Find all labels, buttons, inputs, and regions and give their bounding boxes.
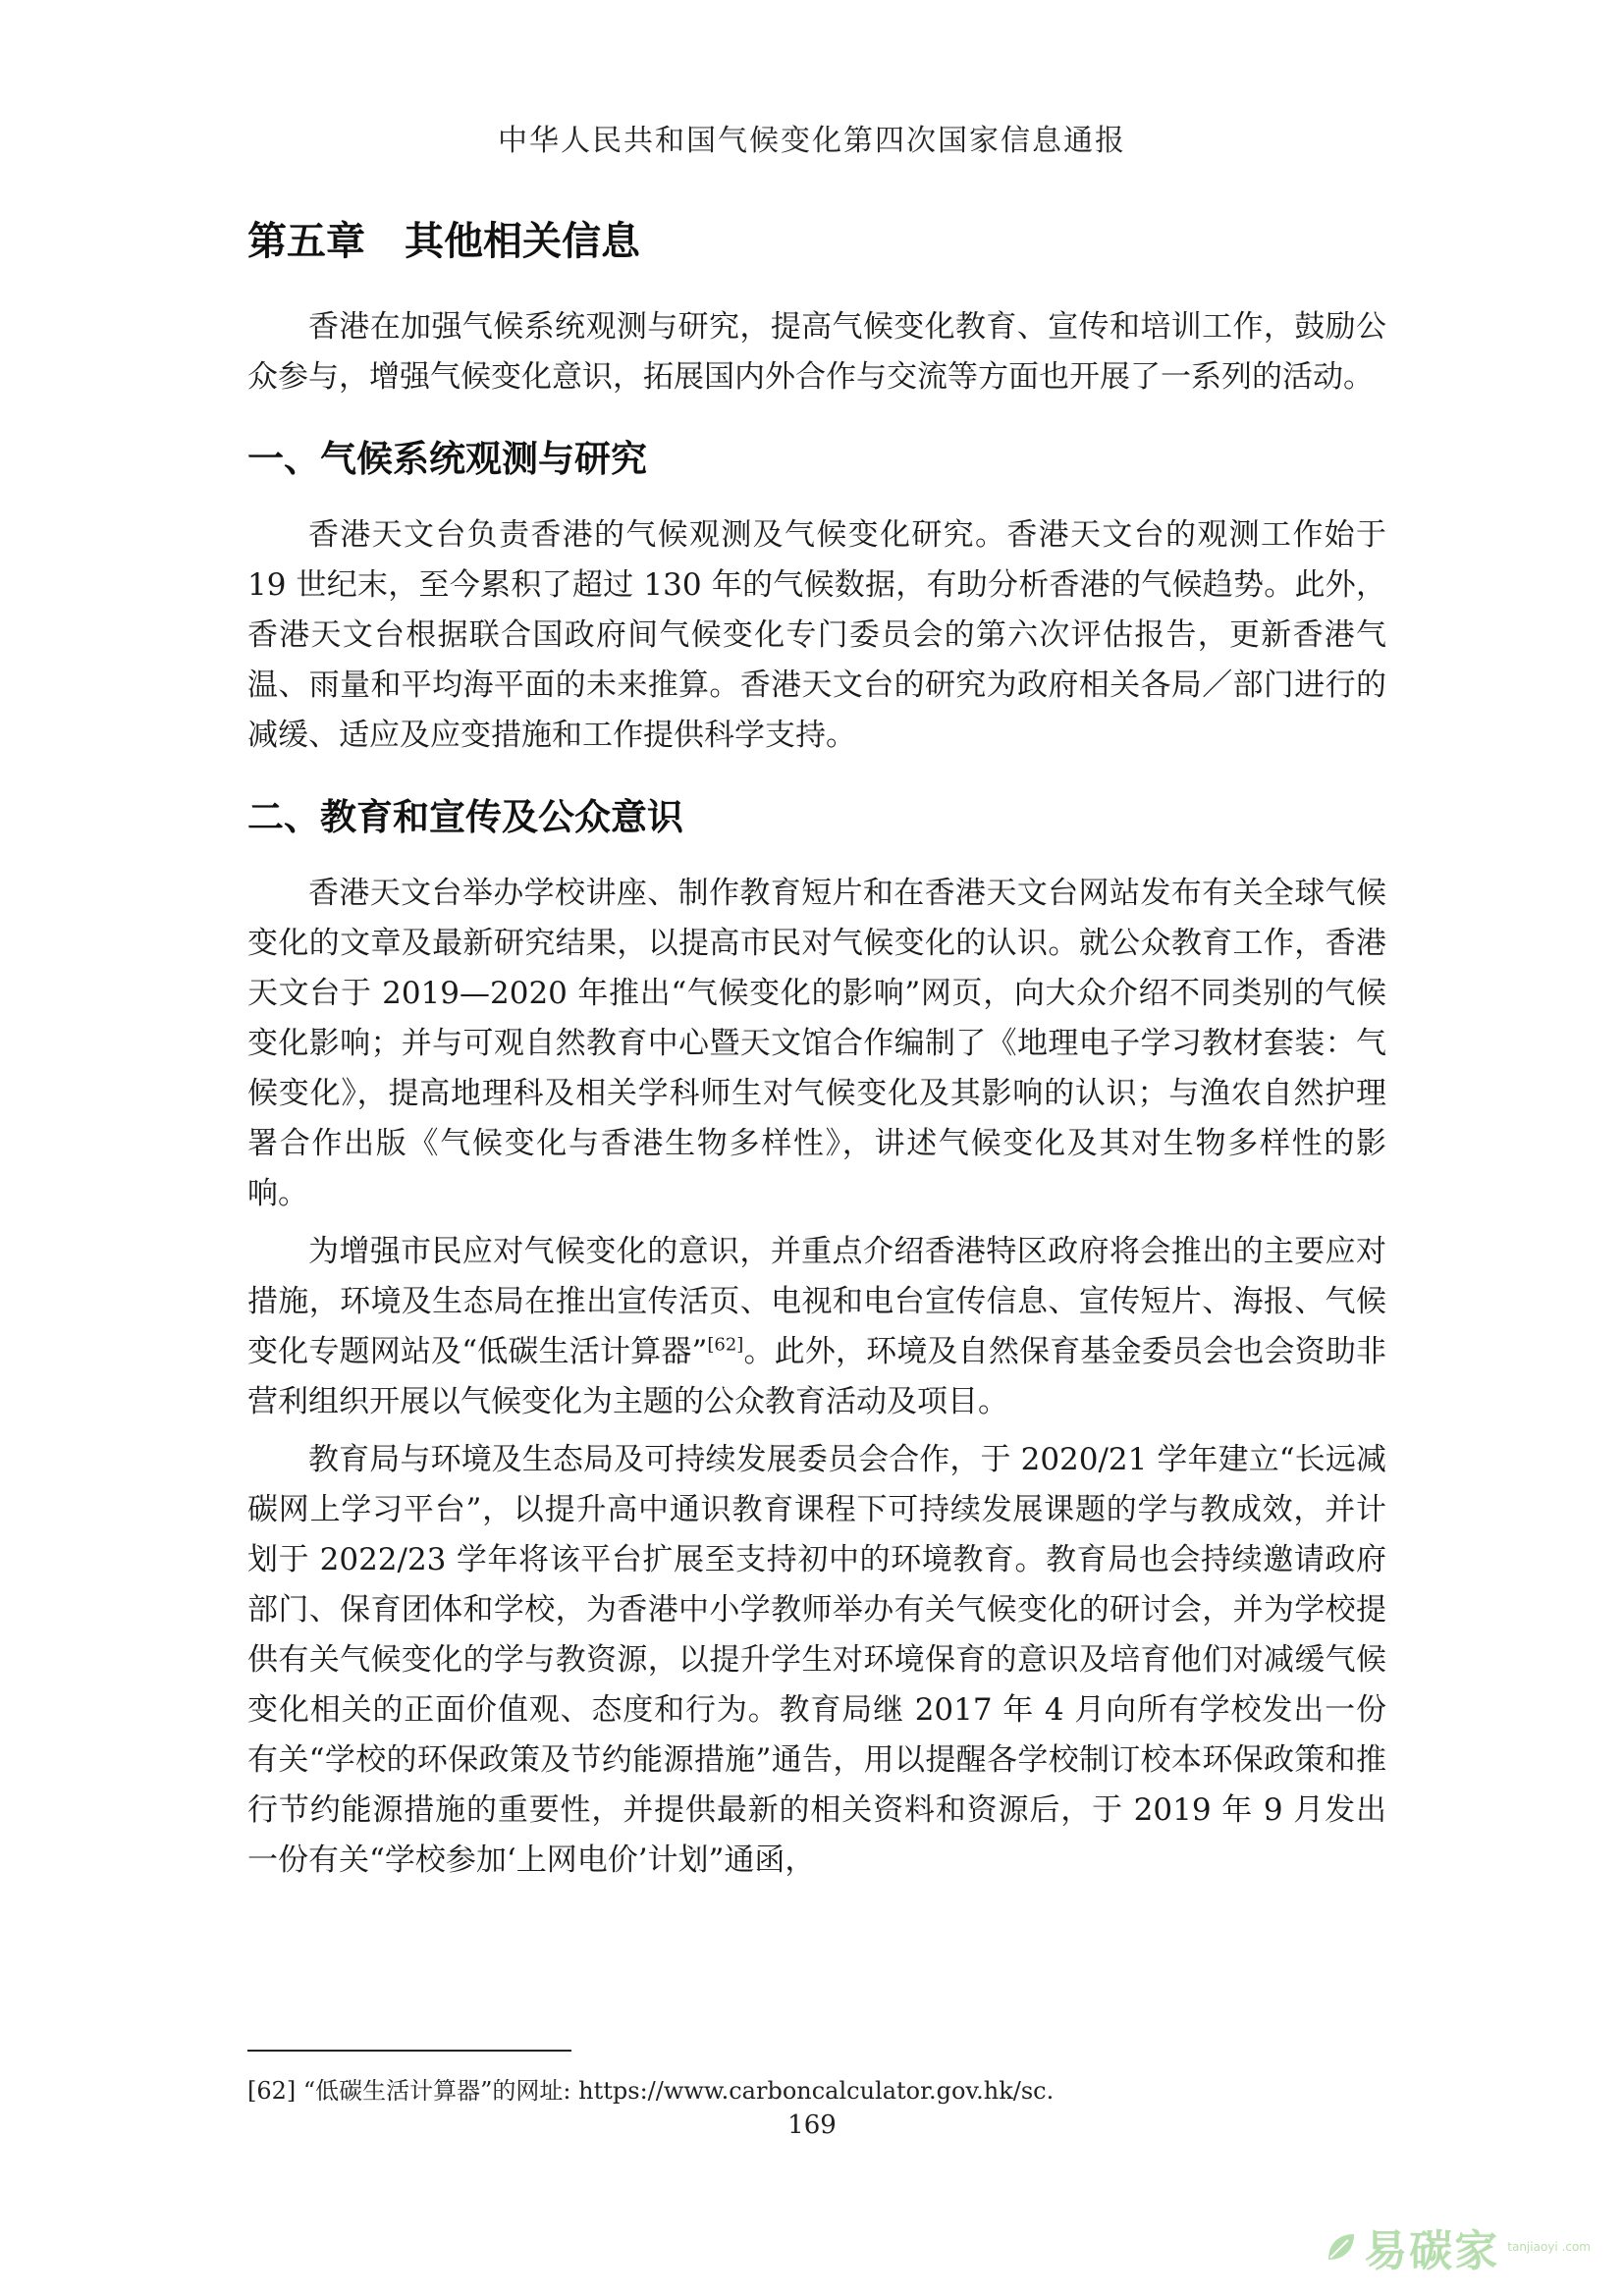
paragraph-text: 为增强市民应对气候变化的意识，并重点介绍香港特区政府将会推出的主要应对措施，环境及生态局在推出宣传活页、电视和电台宣传信息、宣传短片、海报、气候变化专题网站及“低碳生活计算器” bbox=[247, 1234, 1386, 1369]
watermark-domain: tanjiaoyi .com bbox=[1507, 2239, 1591, 2254]
section-1-title: 一、气候系统观测与研究 bbox=[247, 438, 647, 480]
section-2-paragraph-1: 香港天文台举办学校讲座、制作教育短片和在香港天文台网站发布有关全球气候变化的文章及最新研究结果，以提高市民对气候变化的认识。就公众教育工作，香港天文台于 2019—2020 年推出“气候变化的影响”网页，向大众介绍不同类别的气候变化影响；并与可观自然教育中心暨天文馆合作编制了《地理电子学习教材套装：气候变化》，提高地理科及相关学科师生对气候变化及其影响的认识；与渔农自然护理署合作出版《气候变化与香港生物多样性》，讲述气候变化及其对生物多样性的影响。 bbox=[247, 876, 1386, 1211]
section-1-paragraph: 香港天文台负责香港的气候观测及气候变化研究。香港天文台的观测工作始于 19 世纪末，至今累积了超过 130 年的气候数据，有助分析香港的气候趋势。此外，香港天文台根据联合国政府间气候变化专门委员会的第六次评估报告，更新香港气温、雨量和平均海平面的未来推算。香港天文台的研究为政府相关各局／部门进行的减缓、适应及应变措施和工作提供科学支持。 bbox=[247, 517, 1386, 753]
leaf-icon bbox=[1325, 2230, 1358, 2264]
watermark-brand: 易碳家 bbox=[1364, 2226, 1500, 2276]
paragraph-text: 。此外，环境及自然保育基金委员会也会资助非营利组织开展以气候变化为主题的公众教育活动及项目。 bbox=[247, 1334, 1386, 1419]
running-header: 中华人民共和国气候变化第四次国家信息通报 bbox=[498, 124, 1126, 158]
page-body bbox=[247, 206, 1386, 1894]
section-2-paragraph-3: 教育局与环境及生态局及可持续发展委员会合作，于 2020/21 学年建立“长远减碳网上学习平台”，以提升高中通识教育课程下可持续发展课题的学与教成效，并计划于 2022/23 学年将该平台扩展至支持初中的环境教育。教育局也会持续邀请政府部门、保育团体和学校，为香港中小学教师举办有关气候变化的研讨会，并为学校提供有关气候变化的学与教资源，以提升学生对环境保育的意识及培育他们对减缓气候变化相关的正面价值观、态度和行为。教育局继 2017 年 4 月向所有学校发出一份有关“学校的环保政策及节约能源措施”通告，用以提醒各学校制订校本环保政策和推行节约能源措施的重要性，并提供最新的相关资料和资源后，于 2019 年 9 月发出一份有关“学校参加‘上网电价’计划”通函， bbox=[247, 1442, 1386, 1878]
footnote-reference: [62] bbox=[707, 1334, 744, 1356]
footnote-divider bbox=[247, 2050, 571, 2052]
chapter-intro-paragraph: 香港在加强气候系统观测与研究，提高气候变化教育、宣传和培训工作，鼓励公众参与，增强气候变化意识，拓展国内外合作与交流等方面也开展了一系列的活动。 bbox=[247, 309, 1386, 395]
section-2-paragraph-2 bbox=[247, 1227, 1386, 1427]
footnote: [62] “低碳生活计算器”的网址: https://www.carboncalculator.gov.hk/sc. bbox=[247, 2077, 1055, 2105]
watermark-logo bbox=[1325, 2216, 1591, 2278]
page-number: 169 bbox=[787, 2110, 837, 2140]
chapter-title: 第五章 其他相关信息 bbox=[247, 219, 640, 264]
section-2-title: 二、教育和宣传及公众意识 bbox=[247, 796, 683, 838]
